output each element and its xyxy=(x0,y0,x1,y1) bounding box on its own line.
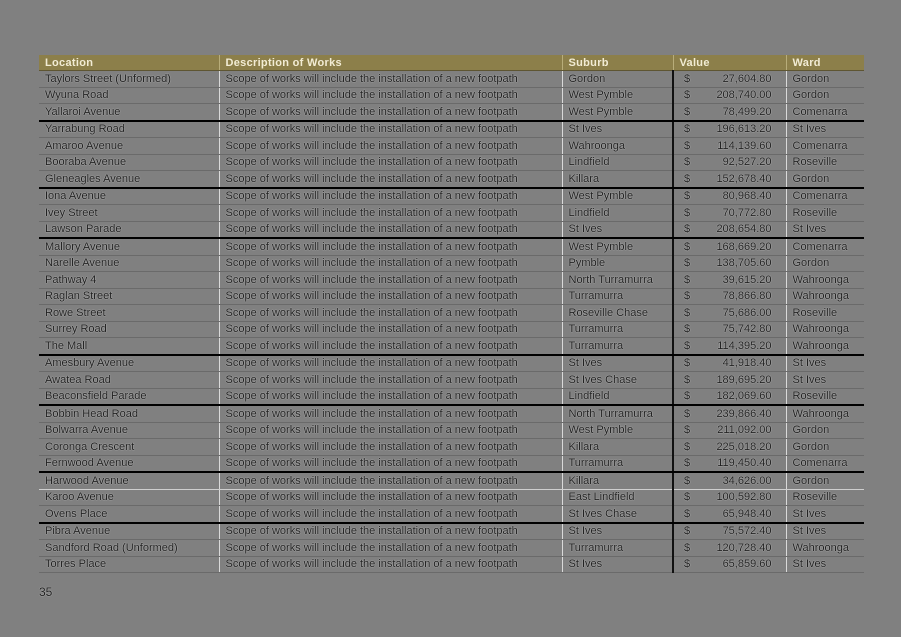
cell-value xyxy=(673,205,786,222)
table-row xyxy=(39,121,864,138)
cell-suburb: Killara xyxy=(562,171,673,188)
cell-ward: Roseville xyxy=(786,154,864,171)
cell-value xyxy=(673,71,786,88)
cell-ward: Gordon xyxy=(786,71,864,88)
table-row xyxy=(39,288,864,305)
value-amount: 138,705.60 xyxy=(716,257,772,270)
cell-suburb: West Pymble xyxy=(562,104,673,121)
currency-symbol: $ xyxy=(684,257,691,270)
currency-symbol: $ xyxy=(684,172,691,185)
value-amount: 78,499.20 xyxy=(722,105,772,118)
cell-location: Pathway 4 xyxy=(39,272,219,289)
cell-description: Scope of works will include the installation of a new footpath xyxy=(219,355,562,372)
cell-location: Pibra Avenue xyxy=(39,523,219,540)
cell-value xyxy=(673,104,786,121)
cell-value xyxy=(673,506,786,523)
cell-ward: Gordon xyxy=(786,422,864,439)
cell-ward: Comenarra xyxy=(786,104,864,121)
cell-location: Bobbin Head Road xyxy=(39,405,219,422)
cell-value xyxy=(673,489,786,506)
cell-ward: Wahroonga xyxy=(786,405,864,422)
currency-symbol: $ xyxy=(684,105,691,118)
value-amount: 70,772.80 xyxy=(722,206,772,219)
value-amount: 225,018.20 xyxy=(716,440,772,453)
cell-location: Gleneagles Avenue xyxy=(39,171,219,188)
cell-suburb: St Ives xyxy=(562,523,673,540)
cell-location: Ovens Place xyxy=(39,506,219,523)
cell-ward: Roseville xyxy=(786,205,864,222)
value-amount: 168,669.20 xyxy=(716,240,772,253)
table-row xyxy=(39,255,864,272)
cell-ward: St Ives xyxy=(786,372,864,389)
cell-description: Scope of works will include the installation of a new footpath xyxy=(219,171,562,188)
table-row xyxy=(39,405,864,422)
currency-symbol: $ xyxy=(684,273,691,286)
cell-description: Scope of works will include the installation of a new footpath xyxy=(219,221,562,238)
currency-symbol: $ xyxy=(684,525,691,538)
value-amount: 208,740.00 xyxy=(716,89,772,102)
cell-description: Scope of works will include the installation of a new footpath xyxy=(219,321,562,338)
cell-description: Scope of works will include the installation of a new footpath xyxy=(219,388,562,405)
cell-ward: Roseville xyxy=(786,388,864,405)
currency-symbol: $ xyxy=(684,541,691,554)
table-row xyxy=(39,272,864,289)
cell-suburb: St Ives Chase xyxy=(562,506,673,523)
currency-symbol: $ xyxy=(684,306,691,319)
cell-description: Scope of works will include the installation of a new footpath xyxy=(219,455,562,472)
value-amount: 196,613.20 xyxy=(716,123,772,136)
cell-description: Scope of works will include the installation of a new footpath xyxy=(219,540,562,557)
cell-location: Awatea Road xyxy=(39,372,219,389)
table-row xyxy=(39,71,864,88)
cell-suburb: Roseville Chase xyxy=(562,305,673,322)
cell-description: Scope of works will include the installation of a new footpath xyxy=(219,472,562,489)
cell-location: Yallaroi Avenue xyxy=(39,104,219,121)
cell-location: Lawson Parade xyxy=(39,221,219,238)
cell-location: Karoo Avenue xyxy=(39,489,219,506)
table-body xyxy=(39,71,864,573)
cell-location: Amesbury Avenue xyxy=(39,355,219,372)
cell-suburb: Killara xyxy=(562,439,673,456)
cell-ward: St Ives xyxy=(786,221,864,238)
cell-suburb: North Turramurra xyxy=(562,405,673,422)
table-header-row xyxy=(39,55,864,71)
cell-location: Raglan Street xyxy=(39,288,219,305)
cell-suburb: East Lindfield xyxy=(562,489,673,506)
cell-location: Beaconsfield Parade xyxy=(39,388,219,405)
cell-location: Yarrabung Road xyxy=(39,121,219,138)
value-amount: 239,866.40 xyxy=(716,407,772,420)
cell-description: Scope of works will include the installation of a new footpath xyxy=(219,489,562,506)
cell-value xyxy=(673,87,786,104)
cell-value xyxy=(673,455,786,472)
cell-location: Mallory Avenue xyxy=(39,238,219,255)
cell-ward: St Ives xyxy=(786,355,864,372)
cell-suburb: Killara xyxy=(562,472,673,489)
cell-value xyxy=(673,472,786,489)
currency-symbol: $ xyxy=(684,290,691,303)
cell-suburb: Turramurra xyxy=(562,321,673,338)
currency-symbol: $ xyxy=(684,357,691,370)
cell-description: Scope of works will include the installation of a new footpath xyxy=(219,523,562,540)
cell-value xyxy=(673,338,786,355)
value-amount: 114,139.60 xyxy=(717,139,772,152)
cell-suburb: West Pymble xyxy=(562,238,673,255)
cell-suburb: St Ives xyxy=(562,355,673,372)
currency-symbol: $ xyxy=(684,491,691,504)
value-amount: 120,728.40 xyxy=(716,541,772,554)
currency-symbol: $ xyxy=(684,390,691,403)
cell-value xyxy=(673,288,786,305)
table-row xyxy=(39,489,864,506)
value-amount: 119,450.40 xyxy=(717,457,772,470)
cell-description: Scope of works will include the installation of a new footpath xyxy=(219,405,562,422)
currency-symbol: $ xyxy=(684,339,691,352)
table-row xyxy=(39,205,864,222)
cell-description: Scope of works will include the installation of a new footpath xyxy=(219,154,562,171)
cell-location: Surrey Road xyxy=(39,321,219,338)
currency-symbol: $ xyxy=(684,139,691,152)
table-row xyxy=(39,455,864,472)
cell-suburb: St Ives xyxy=(562,221,673,238)
value-amount: 27,604.80 xyxy=(722,72,772,85)
cell-value xyxy=(673,556,786,573)
value-amount: 41,918.40 xyxy=(722,357,772,370)
cell-description: Scope of works will include the installation of a new footpath xyxy=(219,238,562,255)
table-row xyxy=(39,221,864,238)
cell-ward: Wahroonga xyxy=(786,338,864,355)
cell-value xyxy=(673,238,786,255)
cell-suburb: Lindfield xyxy=(562,205,673,222)
value-amount: 75,742.80 xyxy=(722,323,772,336)
cell-description: Scope of works will include the installation of a new footpath xyxy=(219,188,562,205)
cell-description: Scope of works will include the installation of a new footpath xyxy=(219,87,562,104)
cell-ward: Comenarra xyxy=(786,138,864,155)
cell-suburb: North Turramurra xyxy=(562,272,673,289)
table-row xyxy=(39,104,864,121)
value-amount: 34,626.00 xyxy=(722,474,772,487)
cell-value xyxy=(673,188,786,205)
cell-suburb: Turramurra xyxy=(562,288,673,305)
cell-ward: Gordon xyxy=(786,171,864,188)
table-row xyxy=(39,540,864,557)
table-row xyxy=(39,87,864,104)
cell-ward: Gordon xyxy=(786,472,864,489)
header-suburb: Suburb xyxy=(562,55,673,71)
cell-description: Scope of works will include the installation of a new footpath xyxy=(219,338,562,355)
table-row xyxy=(39,171,864,188)
cell-location: The Mall xyxy=(39,338,219,355)
cell-suburb: Turramurra xyxy=(562,540,673,557)
currency-symbol: $ xyxy=(684,156,691,169)
cell-value xyxy=(673,439,786,456)
cell-ward: Comenarra xyxy=(786,238,864,255)
cell-value xyxy=(673,388,786,405)
table-row xyxy=(39,338,864,355)
cell-ward: Gordon xyxy=(786,439,864,456)
cell-suburb: Turramurra xyxy=(562,455,673,472)
table-row xyxy=(39,388,864,405)
table-row xyxy=(39,188,864,205)
cell-suburb: Lindfield xyxy=(562,154,673,171)
cell-location: Rowe Street xyxy=(39,305,219,322)
cell-value xyxy=(673,154,786,171)
value-amount: 39,615.20 xyxy=(722,273,772,286)
cell-ward: St Ives xyxy=(786,523,864,540)
table-row xyxy=(39,506,864,523)
currency-symbol: $ xyxy=(684,123,691,136)
cell-value xyxy=(673,171,786,188)
currency-symbol: $ xyxy=(684,373,691,386)
page-number: 35 xyxy=(39,585,53,599)
cell-location: Torres Place xyxy=(39,556,219,573)
header-value: Value xyxy=(673,55,786,71)
cell-value xyxy=(673,138,786,155)
cell-location: Amaroo Avenue xyxy=(39,138,219,155)
cell-suburb: West Pymble xyxy=(562,422,673,439)
cell-description: Scope of works will include the installation of a new footpath xyxy=(219,439,562,456)
cell-ward: Comenarra xyxy=(786,188,864,205)
table-row xyxy=(39,321,864,338)
cell-value xyxy=(673,305,786,322)
cell-ward: Comenarra xyxy=(786,455,864,472)
footpath-works-table xyxy=(39,55,864,573)
cell-suburb: Pymble xyxy=(562,255,673,272)
cell-location: Bolwarra Avenue xyxy=(39,422,219,439)
cell-value xyxy=(673,272,786,289)
value-amount: 92,527.20 xyxy=(722,156,772,169)
currency-symbol: $ xyxy=(684,407,691,420)
cell-value xyxy=(673,405,786,422)
table-row xyxy=(39,372,864,389)
header-description: Description of Works xyxy=(219,55,562,71)
cell-value xyxy=(673,540,786,557)
cell-value xyxy=(673,121,786,138)
table-row xyxy=(39,439,864,456)
cell-suburb: Turramurra xyxy=(562,338,673,355)
cell-description: Scope of works will include the installation of a new footpath xyxy=(219,288,562,305)
table-row xyxy=(39,154,864,171)
currency-symbol: $ xyxy=(684,474,691,487)
cell-location: Iona Avenue xyxy=(39,188,219,205)
header-location: Location xyxy=(39,55,219,71)
value-amount: 100,592.80 xyxy=(716,491,772,504)
cell-suburb: West Pymble xyxy=(562,188,673,205)
cell-ward: St Ives xyxy=(786,121,864,138)
cell-description: Scope of works will include the installation of a new footpath xyxy=(219,255,562,272)
value-amount: 75,686.00 xyxy=(722,306,772,319)
cell-location: Taylors Street (Unformed) xyxy=(39,71,219,88)
currency-symbol: $ xyxy=(684,89,691,102)
cell-description: Scope of works will include the installation of a new footpath xyxy=(219,372,562,389)
currency-symbol: $ xyxy=(684,558,691,571)
table-row xyxy=(39,238,864,255)
cell-ward: Wahroonga xyxy=(786,321,864,338)
value-amount: 182,069.60 xyxy=(716,390,772,403)
currency-symbol: $ xyxy=(684,206,691,219)
cell-value xyxy=(673,523,786,540)
cell-ward: Wahroonga xyxy=(786,288,864,305)
cell-suburb: Gordon xyxy=(562,71,673,88)
cell-location: Fernwood Avenue xyxy=(39,455,219,472)
cell-location: Ivey Street xyxy=(39,205,219,222)
cell-description: Scope of works will include the installation of a new footpath xyxy=(219,272,562,289)
currency-symbol: $ xyxy=(684,457,691,470)
cell-ward: Roseville xyxy=(786,489,864,506)
cell-description: Scope of works will include the installation of a new footpath xyxy=(219,138,562,155)
cell-location: Narelle Avenue xyxy=(39,255,219,272)
cell-suburb: St Ives xyxy=(562,121,673,138)
table-row xyxy=(39,305,864,322)
cell-ward: Roseville xyxy=(786,305,864,322)
cell-value xyxy=(673,255,786,272)
value-amount: 114,395.20 xyxy=(717,339,772,352)
header-ward: Ward xyxy=(786,55,864,71)
value-amount: 65,859.60 xyxy=(722,558,772,571)
table-row xyxy=(39,138,864,155)
value-amount: 189,695.20 xyxy=(716,373,772,386)
currency-symbol: $ xyxy=(684,424,691,437)
cell-ward: St Ives xyxy=(786,506,864,523)
value-amount: 80,968.40 xyxy=(722,190,772,203)
currency-symbol: $ xyxy=(684,190,691,203)
cell-description: Scope of works will include the installation of a new footpath xyxy=(219,205,562,222)
cell-ward: St Ives xyxy=(786,556,864,573)
table-row xyxy=(39,556,864,573)
cell-description: Scope of works will include the installation of a new footpath xyxy=(219,556,562,573)
value-amount: 65,948.40 xyxy=(722,507,772,520)
cell-location: Sandford Road (Unformed) xyxy=(39,540,219,557)
cell-value xyxy=(673,355,786,372)
cell-ward: Wahroonga xyxy=(786,540,864,557)
value-amount: 78,866.80 xyxy=(722,290,772,303)
table-row xyxy=(39,523,864,540)
cell-description: Scope of works will include the installation of a new footpath xyxy=(219,121,562,138)
table-row xyxy=(39,355,864,372)
value-amount: 208,654.80 xyxy=(716,223,772,236)
cell-value xyxy=(673,221,786,238)
currency-symbol: $ xyxy=(684,440,691,453)
cell-ward: Gordon xyxy=(786,87,864,104)
cell-description: Scope of works will include the installation of a new footpath xyxy=(219,305,562,322)
cell-description: Scope of works will include the installation of a new footpath xyxy=(219,506,562,523)
value-amount: 211,092.00 xyxy=(717,424,772,437)
value-amount: 152,678.40 xyxy=(716,172,772,185)
cell-value xyxy=(673,321,786,338)
value-amount: 75,572.40 xyxy=(722,525,772,538)
table-row xyxy=(39,472,864,489)
cell-ward: Gordon xyxy=(786,255,864,272)
cell-description: Scope of works will include the installation of a new footpath xyxy=(219,422,562,439)
cell-suburb: Lindfield xyxy=(562,388,673,405)
currency-symbol: $ xyxy=(684,507,691,520)
table-row xyxy=(39,422,864,439)
currency-symbol: $ xyxy=(684,323,691,336)
cell-value xyxy=(673,372,786,389)
currency-symbol: $ xyxy=(684,223,691,236)
cell-location: Harwood Avenue xyxy=(39,472,219,489)
cell-suburb: Wahroonga xyxy=(562,138,673,155)
cell-suburb: St Ives Chase xyxy=(562,372,673,389)
currency-symbol: $ xyxy=(684,72,691,85)
cell-description: Scope of works will include the installation of a new footpath xyxy=(219,104,562,121)
currency-symbol: $ xyxy=(684,240,691,253)
cell-suburb: West Pymble xyxy=(562,87,673,104)
cell-description: Scope of works will include the installation of a new footpath xyxy=(219,71,562,88)
cell-ward: Wahroonga xyxy=(786,272,864,289)
cell-suburb: St Ives xyxy=(562,556,673,573)
cell-location: Booraba Avenue xyxy=(39,154,219,171)
cell-location: Wyuna Road xyxy=(39,87,219,104)
cell-value xyxy=(673,422,786,439)
cell-location: Coronga Crescent xyxy=(39,439,219,456)
